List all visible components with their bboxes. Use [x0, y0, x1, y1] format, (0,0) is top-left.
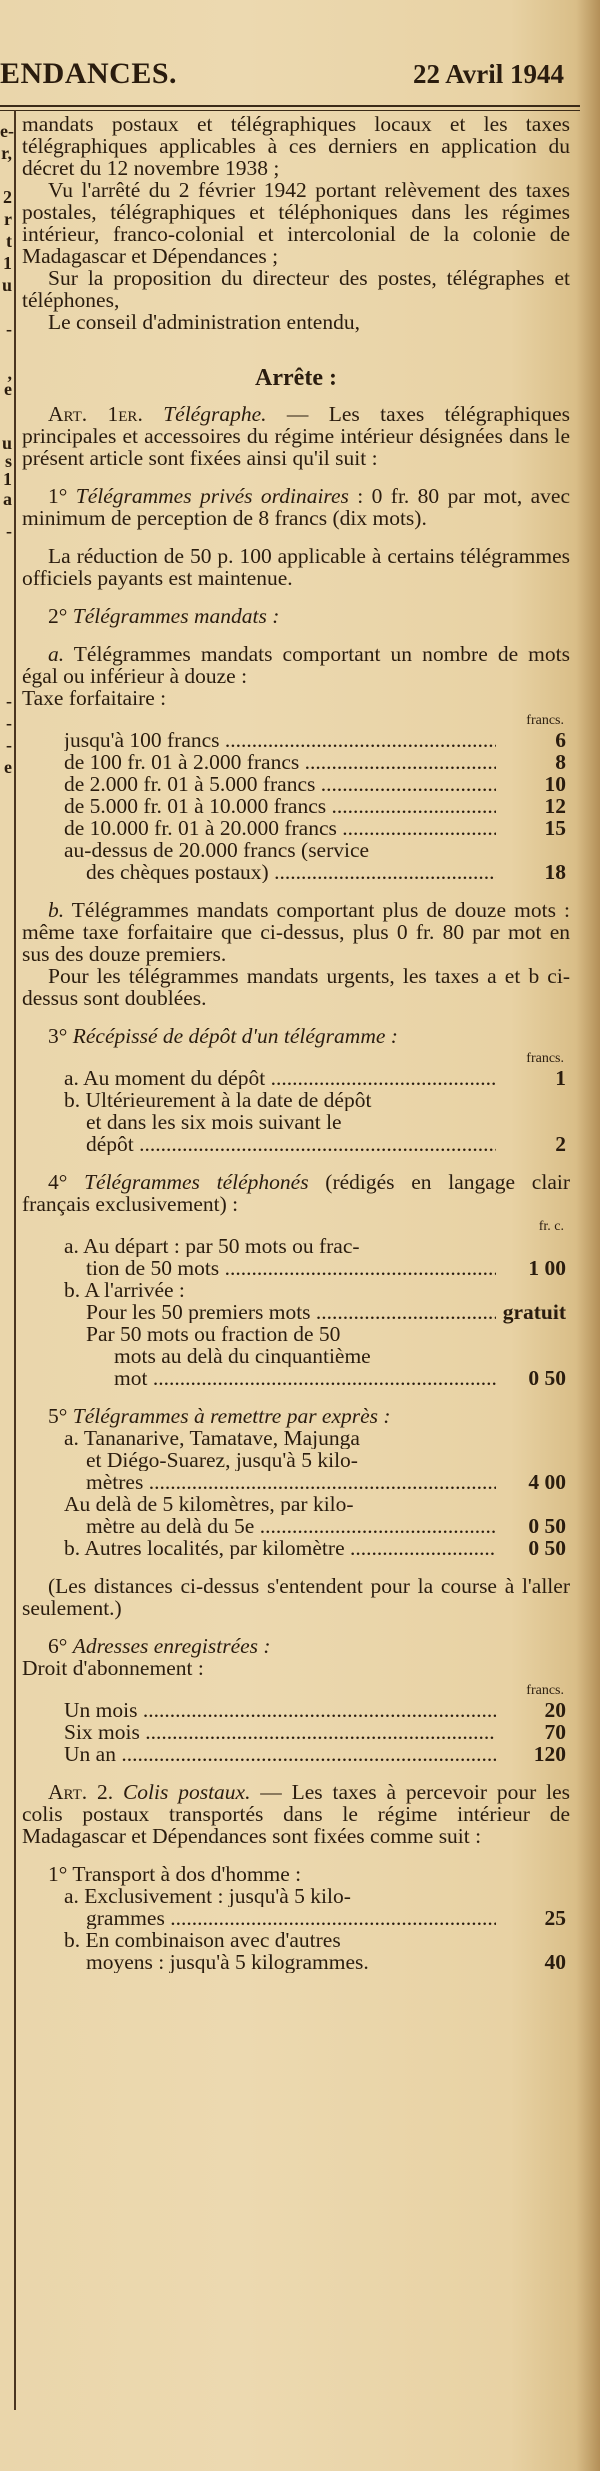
fragment: , [7, 363, 12, 383]
preamble-continuation: mandats postaux et télégraphiques locaux et les taxes télégraphiques applicables à ces derniers en application du décret du 12 novembre 1938 ; [22, 112, 570, 180]
s2-urgent: Pour les télégrammes mandats urgents, les taxes a et b ci-dessus sont doublées. [22, 964, 570, 1010]
fragment: - [6, 319, 12, 339]
s5-beyond-row: Au delà de 5 kilomètres, par kilo- [64, 1493, 354, 1515]
column-separator [14, 110, 16, 2410]
s3-b-row-end: dépôt ..... 2 [22, 1133, 570, 1155]
art2-b-end: moyens : jusqu'à 5 kilogrammes. 40 [86, 1950, 566, 1974]
fragment: 1 [3, 253, 12, 273]
s4-unit: fr. c. [538, 1219, 564, 1234]
fragment: e- [0, 121, 14, 141]
s4-b2-cont: mots au delà du cinquantième [114, 1345, 371, 1367]
header-rule [0, 105, 580, 111]
decision-heading: Arrête : [255, 365, 337, 391]
s5-heading [22, 1405, 570, 1427]
s2-num: 2° [48, 604, 68, 628]
s6-heading [22, 1635, 570, 1657]
art2-a-end: grammes ..... 25 [22, 1907, 570, 1929]
s5-title: Télégrammes à remettre par exprès : [72, 1404, 391, 1428]
s5-a-cont: et Diégo-Suarez, jusqu'à 5 kilo- [86, 1449, 358, 1471]
s1-paragraph [22, 485, 570, 529]
fragment: u [1, 433, 12, 453]
running-title: ENDANCES. [0, 57, 178, 90]
s4-b2-row: Par 50 mots ou fraction de 50 [86, 1323, 341, 1345]
s2-b-text: Télégrammes mandats comportant plus de douze mots : même taxe forfaitaire que ci-dessus, plus 0 fr. 80 par mot en sus des douze premiers. [22, 898, 570, 966]
art2-label: Art. 2. [48, 1780, 114, 1804]
rate-row-above-cont: des chèques postaux) ..... 18 [22, 861, 570, 883]
s2-a-intro-text: Télégrammes mandats comportant un nombre de mots égal ou inférieur à douze : [22, 642, 570, 688]
s2-forfait: Taxe forfaitaire : [22, 686, 167, 710]
art1-intro-text: — Les taxes télégraphiques principales et accessoires du régime intérieur désignées dans le présent article sont fixées ainsi qu'il suit : [22, 402, 571, 470]
art2-intro-text: — Les taxes à percevoir pour les colis postaux transportés dans le régime intérieur de Madagascar et Dépendances sont fixées comme suit : [22, 1780, 571, 1848]
art1-title: Télégraphe. [163, 402, 267, 426]
fragment: t [6, 231, 12, 251]
s5-b-row: b. Autres localités, par kilomètre ..... 0 50 [22, 1537, 570, 1559]
s4-text: (rédigés en langage clair français exclusivement) : [22, 1170, 570, 1216]
rate-row: de 2.000 fr. 01 à 5.000 francs ..... 10 [22, 773, 570, 795]
fragment: r [4, 209, 12, 229]
s6-subtitle: Droit d'abonnement : [22, 1656, 204, 1680]
s5-num: 5° [48, 1404, 68, 1428]
s2-b-letter: b. [48, 898, 65, 922]
s1-reduction: La réduction de 50 p. 100 applicable à certains télégrammes officiels payants est maintenue. [22, 544, 570, 590]
fragment: r, [1, 143, 12, 163]
rate-row: de 10.000 fr. 01 à 20.000 francs ..... 15 [22, 817, 570, 839]
s5-beyond-end: mètre au delà du 5e ..... 0 50 [22, 1515, 570, 1537]
issue-date: 22 Avril 1944 [413, 59, 564, 89]
art1-intro [22, 403, 570, 469]
s3-title: Récépissé de dépôt d'un télégramme : [72, 1024, 398, 1048]
s1-num: 1° [48, 484, 68, 508]
art2-intro [22, 1781, 570, 1847]
s3-heading [22, 1025, 570, 1047]
s5-note: (Les distances ci-dessus s'entendent pour la course à l'aller seulement.) [22, 1574, 570, 1620]
s4-b-label: b. A l'arrivée : [64, 1279, 185, 1301]
s2-heading [22, 605, 570, 627]
fragment: - [6, 735, 12, 755]
subscription-row: Un an ..... 120 [22, 1743, 570, 1765]
fragment: - [6, 521, 12, 541]
s5-a-end: mètres ..... 4 00 [22, 1471, 570, 1493]
fragment: 1 [3, 469, 12, 489]
art2-b-row: b. En combinaison avec d'autres [64, 1929, 341, 1951]
s6-unit: francs. [526, 1683, 564, 1698]
rate-row: de 100 fr. 01 à 2.000 francs ..... 8 [22, 751, 570, 773]
s3-num: 3° [48, 1024, 68, 1048]
subscription-row: Un mois ..... 20 [22, 1699, 570, 1721]
s4-a-row: a. Au départ : par 50 mots ou frac- [64, 1235, 360, 1257]
s3-b-row: b. Ultérieurement à la date de dépôt [64, 1089, 372, 1111]
s2-title: Télégrammes mandats : [72, 604, 280, 628]
s5-a-row: a. Tananarive, Tamatave, Majunga [64, 1427, 360, 1449]
article-column [22, 113, 570, 1973]
preamble-proposition: Sur la proposition du directeur des postes, télégraphes et téléphones, [22, 266, 570, 312]
s6-num: 6° [48, 1634, 68, 1658]
s4-num: 4° [48, 1170, 68, 1194]
s2-a-intro [22, 643, 570, 687]
fragment: u [1, 275, 12, 295]
art2-a-row: a. Exclusivement : jusqu'à 5 kilo- [64, 1885, 351, 1907]
s4-title: Télégrammes téléphonés [84, 1170, 309, 1194]
s2-unit: francs. [526, 713, 564, 728]
fragment: - [6, 713, 12, 733]
art2-title: Colis postaux. [122, 1780, 251, 1804]
fragment: s [4, 451, 12, 471]
fragment: e [4, 757, 12, 777]
rate-row-above: au-dessus de 20.000 francs (service [64, 839, 370, 861]
subscription-row: Six mois ..... 70 [22, 1721, 570, 1743]
fragment: - [6, 691, 12, 711]
art2-s1-heading: 1° Transport à dos d'homme : [48, 1862, 302, 1886]
fragment: a [3, 489, 12, 509]
page-header [0, 45, 590, 95]
fragment: 2 [3, 187, 12, 207]
preamble-vu: Vu l'arrêté du 2 février 1942 portant relèvement des taxes postales, télégraphiques et téléphoniques dans les régimes intérieur, franco-colonial et intercolonial de la colonie de Madagascar et Dépendances ; [22, 178, 570, 268]
fragment: e [4, 379, 12, 399]
s2-b [22, 899, 570, 965]
s2-a-letter: a. [48, 642, 65, 666]
preamble-conseil: Le conseil d'administration entendu, [48, 310, 360, 334]
s3-a-row: a. Au moment du dépôt ..... 1 [22, 1067, 570, 1089]
rate-row: jusqu'à 100 francs ..... 6 [22, 729, 570, 751]
art1-label: Art. 1er. [48, 402, 143, 426]
s4-heading [22, 1171, 570, 1215]
s3-b-row-cont: et dans les six mois suivant le [86, 1111, 342, 1133]
s4-b1-row: Pour les 50 premiers mots ..... gratuit [22, 1301, 570, 1323]
s3-unit: francs. [526, 1051, 564, 1066]
s1-text: : 0 fr. 80 par mot, avec minimum de perception de 8 francs (dix mots). [22, 484, 570, 530]
rate-row: de 5.000 fr. 01 à 10.000 francs ..... 12 [22, 795, 570, 817]
s6-title: Adresses enregistrées : [72, 1634, 271, 1658]
s4-a-row-end: tion de 50 mots ..... 1 00 [22, 1257, 570, 1279]
s1-title: Télégrammes privés ordinaires [75, 484, 349, 508]
s4-b2-end: mot ..... 0 50 [22, 1367, 570, 1389]
